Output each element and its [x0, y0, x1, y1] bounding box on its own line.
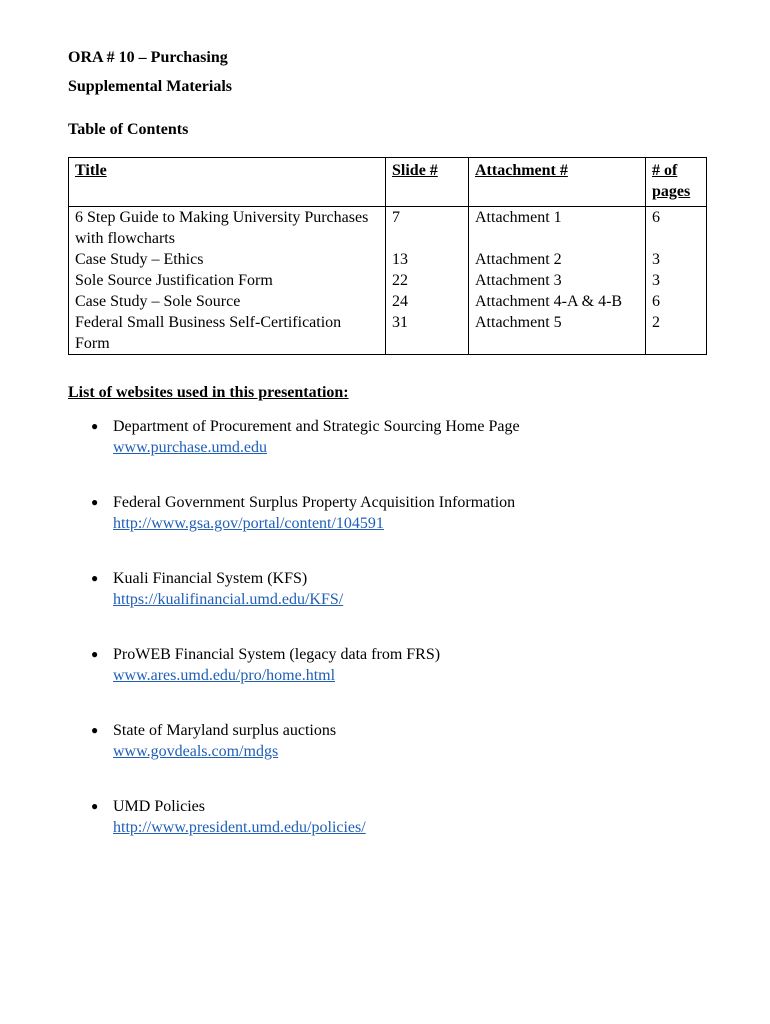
document-subtitle: Supplemental Materials: [68, 78, 232, 95]
list-item: [68, 796, 708, 838]
toc-col-attachment: Attachment #: [475, 162, 568, 179]
bullet-icon: ●: [91, 799, 99, 813]
toc-col-title: Title: [75, 162, 107, 179]
document-title: ORA # 10 – Purchasing: [68, 49, 228, 66]
toc-row-title: Federal Small Business Self-Certification Form: [75, 314, 342, 352]
website-label: Federal Government Surplus Property Acquisition Information: [113, 494, 516, 511]
toc-row-pages: 6: [652, 293, 660, 310]
toc-row-attachment: Attachment 5: [475, 314, 562, 331]
website-link[interactable]: http://www.gsa.gov/portal/content/104591: [113, 515, 384, 532]
list-item: [68, 720, 708, 762]
website-link[interactable]: www.ares.umd.edu/pro/home.html: [113, 667, 336, 684]
website-link[interactable]: www.govdeals.com/mdgs: [113, 743, 279, 760]
toc-header-row: [69, 158, 707, 207]
toc-row-pages: 3: [652, 251, 660, 268]
website-link[interactable]: https://kualifinancial.umd.edu/KFS/: [113, 591, 344, 608]
list-item: [68, 492, 708, 534]
toc-row-attachment: Attachment 2: [475, 251, 562, 268]
bullet-icon: ●: [91, 419, 99, 433]
website-link[interactable]: www.purchase.umd.edu: [113, 439, 268, 456]
toc-row-slide: 13: [392, 251, 408, 268]
list-item: [68, 416, 708, 458]
websites-list: [68, 416, 708, 872]
toc-row-pages: 6: [652, 209, 660, 226]
toc-row-title: Case Study – Ethics: [75, 251, 204, 268]
website-link[interactable]: http://www.president.umd.edu/policies/: [113, 819, 366, 836]
toc-row-title: Sole Source Justification Form: [75, 272, 273, 289]
toc-row-attachment: Attachment 4-A & 4-B: [475, 293, 623, 310]
toc-row-attachment: Attachment 3: [475, 272, 562, 289]
toc-row-slide: 31: [392, 314, 408, 331]
toc-col-slide: Slide #: [392, 162, 438, 179]
bullet-icon: ●: [91, 647, 99, 661]
websites-heading: List of websites used in this presentation:: [68, 384, 349, 401]
toc-table: [68, 157, 707, 355]
website-label: Department of Procurement and Strategic Sourcing Home Page: [113, 418, 520, 435]
toc-row-title: 6 Step Guide to Making University Purchases with flowcharts: [75, 209, 369, 247]
bullet-icon: ●: [91, 495, 99, 509]
toc-row-slide: 7: [392, 209, 400, 226]
toc-row-slide: 24: [392, 293, 408, 310]
toc-col-pages: # of pages: [652, 162, 691, 200]
toc-body: [69, 207, 707, 355]
toc-row-pages: 2: [652, 314, 660, 331]
list-item: [68, 644, 708, 686]
bullet-icon: ●: [91, 723, 99, 737]
bullet-icon: ●: [91, 571, 99, 585]
website-label: Kuali Financial System (KFS): [113, 570, 308, 587]
toc-heading: Table of Contents: [68, 121, 189, 138]
toc-row-slide: 22: [392, 272, 408, 289]
list-item: [68, 568, 708, 610]
toc-row-title: Case Study – Sole Source: [75, 293, 241, 310]
toc-row-attachment: Attachment 1: [475, 209, 562, 226]
website-label: State of Maryland surplus auctions: [113, 722, 337, 739]
website-label: ProWEB Financial System (legacy data from FRS): [113, 646, 441, 663]
toc-row-pages: 3: [652, 272, 660, 289]
website-label: UMD Policies: [113, 798, 205, 815]
